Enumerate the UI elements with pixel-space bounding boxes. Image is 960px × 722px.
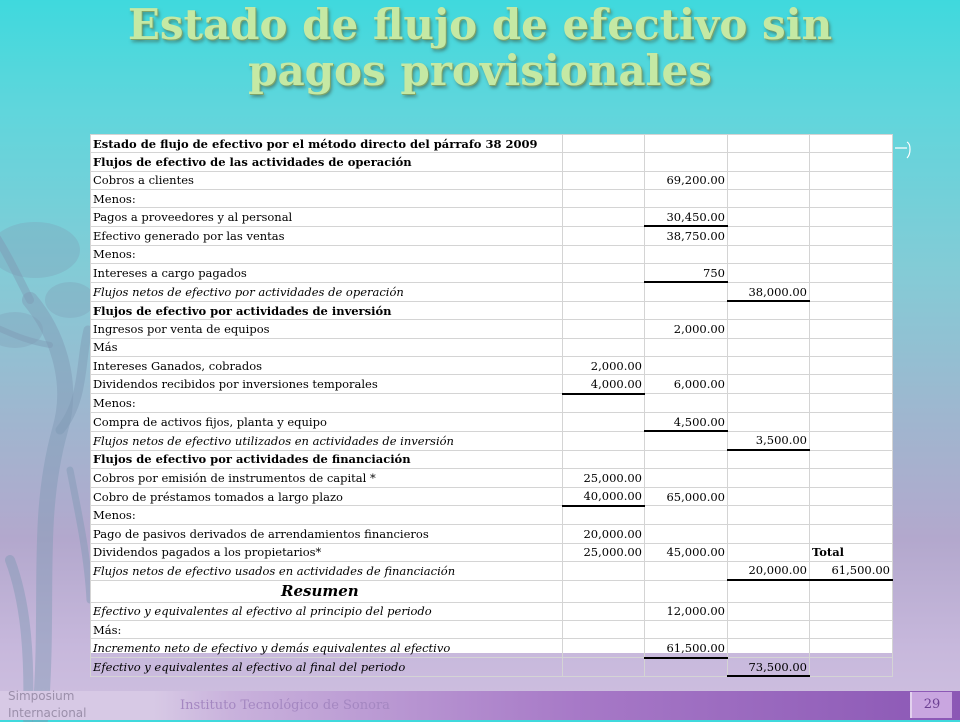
amount-cell <box>810 320 893 338</box>
table-row <box>91 282 893 301</box>
amount-cell <box>810 487 893 506</box>
table-row <box>91 208 893 227</box>
table-row <box>91 639 893 658</box>
amount-cell <box>563 226 645 245</box>
net-investment-flow-label: Flujos netos de efectivo utilizados en actividades de inversión <box>91 431 563 450</box>
amount-cell: 25,000.00 <box>563 543 645 561</box>
amount-cell <box>810 153 893 171</box>
amount-cell <box>810 282 893 301</box>
row-label: Cobros por emisión de instrumentos de capital * <box>91 469 563 487</box>
amount-cell <box>810 245 893 263</box>
row-label: Dividendos recibidos por inversiones temporales <box>91 375 563 394</box>
amount-cell <box>728 153 810 171</box>
amount-cell: 4,500.00 <box>645 412 728 431</box>
amount-cell <box>810 658 893 677</box>
amount-cell <box>810 338 893 356</box>
row-label: Efectivo generado por las ventas <box>91 226 563 245</box>
table-row <box>91 431 893 450</box>
amount-cell <box>563 658 645 677</box>
amount-cell <box>728 320 810 338</box>
table-row <box>91 226 893 245</box>
amount-cell <box>810 580 893 602</box>
table-row <box>91 135 893 153</box>
amount-cell <box>728 602 810 620</box>
amount-cell <box>810 301 893 320</box>
footer-bar <box>0 691 960 720</box>
amount-cell <box>645 620 728 638</box>
row-label: Intereses Ganados, cobrados <box>91 357 563 375</box>
amount-cell <box>563 580 645 602</box>
amount-cell <box>563 245 645 263</box>
row-label: Efectivo y equivalentes al efectivo al final del periodo <box>91 658 563 677</box>
amount-cell <box>563 639 645 658</box>
table-row <box>91 301 893 320</box>
table-row <box>91 264 893 283</box>
amount-cell: 65,000.00 <box>645 487 728 506</box>
amount-cell <box>645 561 728 580</box>
slide-title <box>0 2 960 94</box>
section-heading-investment: Flujos de efectivo por actividades de inversión <box>91 301 563 320</box>
amount-cell <box>810 506 893 525</box>
amount-cell <box>728 412 810 431</box>
amount-cell <box>728 208 810 227</box>
amount-cell <box>645 431 728 450</box>
amount-cell <box>728 264 810 283</box>
amount-cell: 30,450.00 <box>645 208 728 227</box>
amount-cell <box>563 450 645 469</box>
amount-cell <box>810 208 893 227</box>
amount-cell <box>645 245 728 263</box>
table-row <box>91 245 893 263</box>
footer-event-name: Simposium Internacional <box>8 689 87 720</box>
table-row <box>91 580 893 602</box>
amount-cell <box>728 620 810 638</box>
row-label: Efectivo y equivalentes al efectivo al principio del periodo <box>91 602 563 620</box>
amount-cell <box>728 543 810 561</box>
amount-cell: 4,000.00 <box>563 375 645 394</box>
amount-cell: 2,000.00 <box>645 320 728 338</box>
section-heading-operation: Flujos de efectivo de las actividades de operación <box>91 153 563 171</box>
table-row <box>91 620 893 638</box>
amount-cell <box>728 450 810 469</box>
amount-cell: 2,000.00 <box>563 357 645 375</box>
section-heading-financing: Flujos de efectivo por actividades de financiación <box>91 450 563 469</box>
cash-flow-statement-table <box>90 134 893 677</box>
row-label: Menos: <box>91 394 563 413</box>
amount-cell <box>810 357 893 375</box>
row-label: Cobros a clientes <box>91 171 563 189</box>
page-number: 29 <box>910 692 952 718</box>
table-row <box>91 543 893 561</box>
amount-cell <box>728 189 810 207</box>
amount-cell <box>645 282 728 301</box>
amount-cell <box>728 394 810 413</box>
row-label: Menos: <box>91 189 563 207</box>
amount-cell <box>563 135 645 153</box>
amount-cell <box>645 357 728 375</box>
amount-cell <box>563 208 645 227</box>
row-label: Compra de activos fijos, planta y equipo <box>91 412 563 431</box>
amount-cell <box>810 450 893 469</box>
row-label: Dividendos pagados a los propietarios* <box>91 543 563 561</box>
amount-cell <box>563 282 645 301</box>
table-row <box>91 320 893 338</box>
amount-cell <box>563 171 645 189</box>
amount-cell <box>563 620 645 638</box>
amount-cell <box>645 580 728 602</box>
amount-cell <box>728 357 810 375</box>
table-row <box>91 561 893 580</box>
amount-cell: 45,000.00 <box>645 543 728 561</box>
amount-cell: 6,000.00 <box>645 375 728 394</box>
amount-cell: 20,000.00 <box>563 525 645 543</box>
summary-heading: Resumen <box>91 580 563 602</box>
amount-cell <box>728 487 810 506</box>
amount-cell <box>810 620 893 638</box>
amount-cell <box>645 135 728 153</box>
table-row <box>91 394 893 413</box>
statement-heading: Estado de flujo de efectivo por el método directo del párrafo 38 2009 <box>91 135 563 153</box>
row-label: Ingresos por venta de equipos <box>91 320 563 338</box>
amount-cell <box>563 153 645 171</box>
total-header: Total <box>810 543 893 561</box>
net-financing-flow-label: Flujos netos de efectivo usados en actividades de financiación <box>91 561 563 580</box>
amount-cell <box>810 431 893 450</box>
row-label: Incremento neto de efectivo y demás equivalentes al efectivo <box>91 639 563 658</box>
amount-cell <box>728 639 810 658</box>
amount-cell <box>728 245 810 263</box>
subtotal-cell: 3,500.00 <box>728 431 810 450</box>
amount-cell: 40,000.00 <box>563 487 645 506</box>
amount-cell <box>810 525 893 543</box>
slide-title-line-2: pagos provisionales <box>248 46 712 95</box>
amount-cell <box>563 561 645 580</box>
table-row <box>91 602 893 620</box>
amount-cell <box>645 394 728 413</box>
amount-cell <box>563 412 645 431</box>
amount-cell <box>563 320 645 338</box>
amount-cell <box>563 338 645 356</box>
row-label: Menos: <box>91 506 563 525</box>
amount-cell <box>810 171 893 189</box>
table-row <box>91 525 893 543</box>
amount-cell <box>728 301 810 320</box>
table-row <box>91 338 893 356</box>
amount-cell <box>810 412 893 431</box>
total-cell: 61,500.00 <box>810 561 893 580</box>
amount-cell <box>810 602 893 620</box>
row-label: Más <box>91 338 563 356</box>
ending-balance-cell: 73,500.00 <box>728 658 810 677</box>
amount-cell <box>728 506 810 525</box>
amount-cell <box>563 602 645 620</box>
amount-cell: 69,200.00 <box>645 171 728 189</box>
row-label: Cobro de préstamos tomados a largo plazo <box>91 487 563 506</box>
table-row <box>91 171 893 189</box>
table-row <box>91 658 893 677</box>
subtotal-cell: 38,000.00 <box>728 282 810 301</box>
amount-cell: 25,000.00 <box>563 469 645 487</box>
net-operating-flow-label: Flujos netos de efectivo por actividades de operación <box>91 282 563 301</box>
amount-cell: 38,750.00 <box>645 226 728 245</box>
amount-cell <box>728 525 810 543</box>
amount-cell <box>645 153 728 171</box>
amount-cell <box>728 375 810 394</box>
amount-cell <box>810 639 893 658</box>
row-label: Pago de pasivos derivados de arrendamientos financieros <box>91 525 563 543</box>
amount-cell <box>563 506 645 525</box>
table-row <box>91 375 893 394</box>
amount-cell <box>810 189 893 207</box>
amount-cell <box>810 226 893 245</box>
amount-cell <box>728 338 810 356</box>
amount-cell: 61,500.00 <box>645 639 728 658</box>
amount-cell <box>645 469 728 487</box>
footer-institution: Instituto Tecnológico de Sonora <box>180 698 390 713</box>
table-row <box>91 506 893 525</box>
amount-cell <box>810 375 893 394</box>
amount-cell <box>810 469 893 487</box>
amount-cell: 750 <box>645 264 728 283</box>
cash-flow-statement-sheet <box>90 134 892 674</box>
amount-cell <box>563 264 645 283</box>
subtotal-cell: 20,000.00 <box>728 561 810 580</box>
amount-cell <box>645 301 728 320</box>
table-row <box>91 450 893 469</box>
table-row <box>91 469 893 487</box>
amount-cell <box>810 135 893 153</box>
amount-cell <box>645 525 728 543</box>
amount-cell <box>728 469 810 487</box>
amount-cell <box>645 658 728 677</box>
amount-cell <box>728 135 810 153</box>
table-row <box>91 487 893 506</box>
amount-cell <box>645 338 728 356</box>
amount-cell <box>810 264 893 283</box>
table-row <box>91 189 893 207</box>
bracket-decoration-icon <box>893 140 915 160</box>
table-row <box>91 412 893 431</box>
amount-cell <box>563 189 645 207</box>
amount-cell <box>645 189 728 207</box>
row-label: Menos: <box>91 245 563 263</box>
row-label: Pagos a proveedores y al personal <box>91 208 563 227</box>
amount-cell <box>563 394 645 413</box>
table-row <box>91 153 893 171</box>
slide-title-line-1: Estado de flujo de efectivo sin <box>127 0 833 49</box>
amount-cell <box>810 394 893 413</box>
row-label: Intereses a cargo pagados <box>91 264 563 283</box>
amount-cell <box>563 301 645 320</box>
amount-cell <box>645 506 728 525</box>
table-row <box>91 357 893 375</box>
row-label: Más: <box>91 620 563 638</box>
amount-cell: 12,000.00 <box>645 602 728 620</box>
amount-cell <box>645 450 728 469</box>
amount-cell <box>563 431 645 450</box>
amount-cell <box>728 171 810 189</box>
amount-cell <box>728 580 810 602</box>
amount-cell <box>728 226 810 245</box>
